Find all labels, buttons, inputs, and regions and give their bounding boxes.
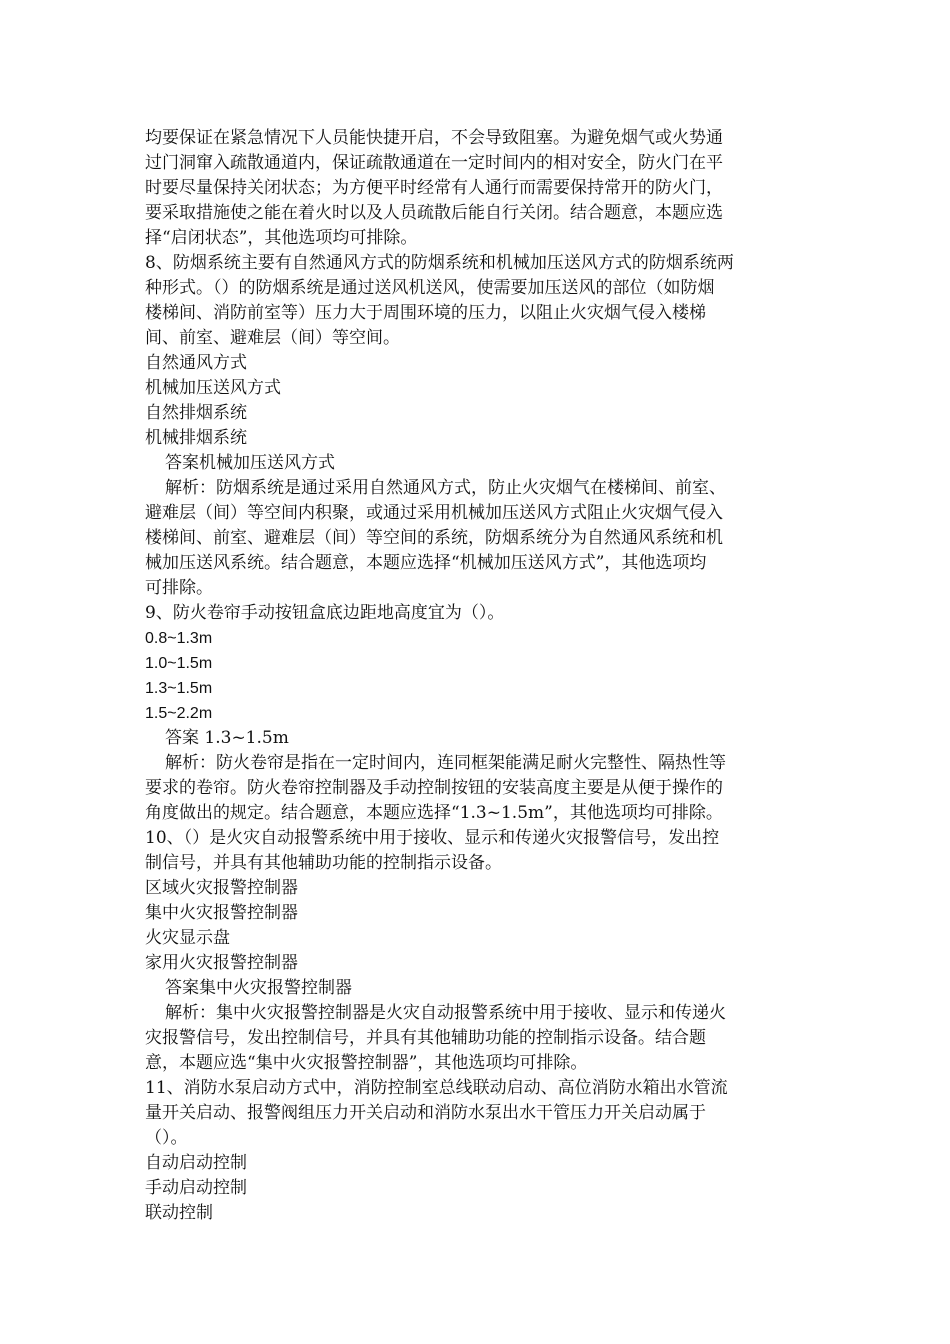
text-line: 时要尽量保持关闭状态；为方便平时经常有人通行而需要保持常开的防火门，: [145, 178, 723, 198]
text-line: 均要保证在紧急情况下人员能快捷开启，不会导致阻塞。为避免烟气或火势通: [145, 128, 723, 148]
option-d: 机械排烟系统: [145, 428, 247, 448]
text-line: 可排除。: [145, 578, 213, 598]
analysis-paragraph: [145, 476, 815, 601]
answer-line: 答案 1.3~1.5m: [165, 728, 289, 748]
text-line: 意，本题应选“集中火灾报警控制器”，其他选项均可排除。: [145, 1053, 588, 1073]
text-line: 间、前室、避难层（间）等空间。: [145, 328, 400, 348]
text-line: 解析：集中火灾报警控制器是火灾自动报警系统中用于接收、显示和传递火: [165, 1003, 726, 1023]
text-line: 过门洞窜入疏散通道内，保证疏散通道在一定时间内的相对安全，防火门在平: [145, 153, 723, 173]
text-line: 角度做出的规定。结合题意，本题应选择“1.3~1.5m”，其他选项均可排除。: [145, 803, 723, 823]
text-line: 量开关启动、报警阀组压力开关启动和消防水泵出水干管压力开关启动属于: [145, 1103, 706, 1123]
analysis-paragraph: [145, 1001, 815, 1076]
text-line: 楼梯间、前室、避难层（间）等空间的系统，防烟系统分为自然通风系统和机: [145, 528, 723, 548]
intro-paragraph: [145, 126, 815, 251]
answer-line: 答案集中火灾报警控制器: [165, 978, 352, 998]
text-line: 11、消防水泵启动方式中，消防控制室总线联动启动、高位消防水箱出水管流: [145, 1078, 728, 1098]
text-line: （）。: [145, 1128, 188, 1148]
text-line: 灾报警信号，发出控制信号，并具有其他辅助功能的控制指示设备。结合题: [145, 1028, 706, 1048]
option-d: 家用火灾报警控制器: [145, 953, 298, 973]
text-line: 要采取措施使之能在着火时以及人员疏散后能自行关闭。结合题意，本题应选: [145, 203, 723, 223]
text-line: 10、（）是火灾自动报警系统中用于接收、显示和传递火灾报警信号，发出控: [145, 828, 720, 848]
document-page: [145, 126, 815, 1226]
text-line: 种形式。（）的防烟系统是通过送风机送风，使需要加压送风的部位（如防烟: [145, 278, 715, 298]
option-c: 1.3~1.5m: [145, 680, 213, 697]
question-stem: [145, 251, 815, 351]
option-a: 0.8~1.3m: [145, 630, 213, 647]
text-line: 8、防烟系统主要有自然通风方式的防烟系统和机械加压送风方式的防烟系统两: [145, 253, 734, 273]
question-stem: 9、防火卷帘手动按钮盒底边距地高度宜为（）。: [145, 603, 505, 623]
option-a: 自然通风方式: [145, 353, 247, 373]
text-line: 械加压送风系统。结合题意，本题应选择“机械加压送风方式”，其他选项均: [145, 553, 707, 573]
option-b: 集中火灾报警控制器: [145, 903, 298, 923]
question-11: [145, 1076, 815, 1226]
question-10: [145, 826, 815, 1076]
answer-line: 答案机械加压送风方式: [165, 453, 335, 473]
text-line: 要求的卷帘。防火卷帘控制器及手动控制按钮的安装高度主要是从便于操作的: [145, 778, 723, 798]
text-line: 择“启闭状态”，其他选项均可排除。: [145, 228, 418, 248]
option-c: 联动控制: [145, 1203, 213, 1223]
text-line: 解析：防火卷帘是指在一定时间内，连同框架能满足耐火完整性、隔热性等: [165, 753, 726, 773]
text-line: 解析：防烟系统是通过采用自然通风方式，防止火灾烟气在楼梯间、前室、: [165, 478, 726, 498]
analysis-paragraph: [145, 751, 815, 826]
text-line: 制信号，并具有其他辅助功能的控制指示设备。: [145, 853, 502, 873]
option-b: 手动启动控制: [145, 1178, 247, 1198]
question-stem: [145, 1076, 815, 1151]
option-b: 机械加压送风方式: [145, 378, 281, 398]
question-8: [145, 251, 815, 601]
option-c: 自然排烟系统: [145, 403, 247, 423]
option-b: 1.0~1.5m: [145, 655, 213, 672]
question-9: [145, 601, 815, 826]
question-stem: [145, 826, 815, 876]
option-a: 自动启动控制: [145, 1153, 247, 1173]
option-a: 区域火灾报警控制器: [145, 878, 298, 898]
text-line: 避难层（间）等空间内积聚，或通过采用机械加压送风方式阻止火灾烟气侵入: [145, 503, 723, 523]
text-line: 楼梯间、消防前室等）压力大于周围环境的压力，以阻止火灾烟气侵入楼梯: [145, 303, 706, 323]
option-c: 火灾显示盘: [145, 928, 230, 948]
option-d: 1.5~2.2m: [145, 705, 213, 722]
